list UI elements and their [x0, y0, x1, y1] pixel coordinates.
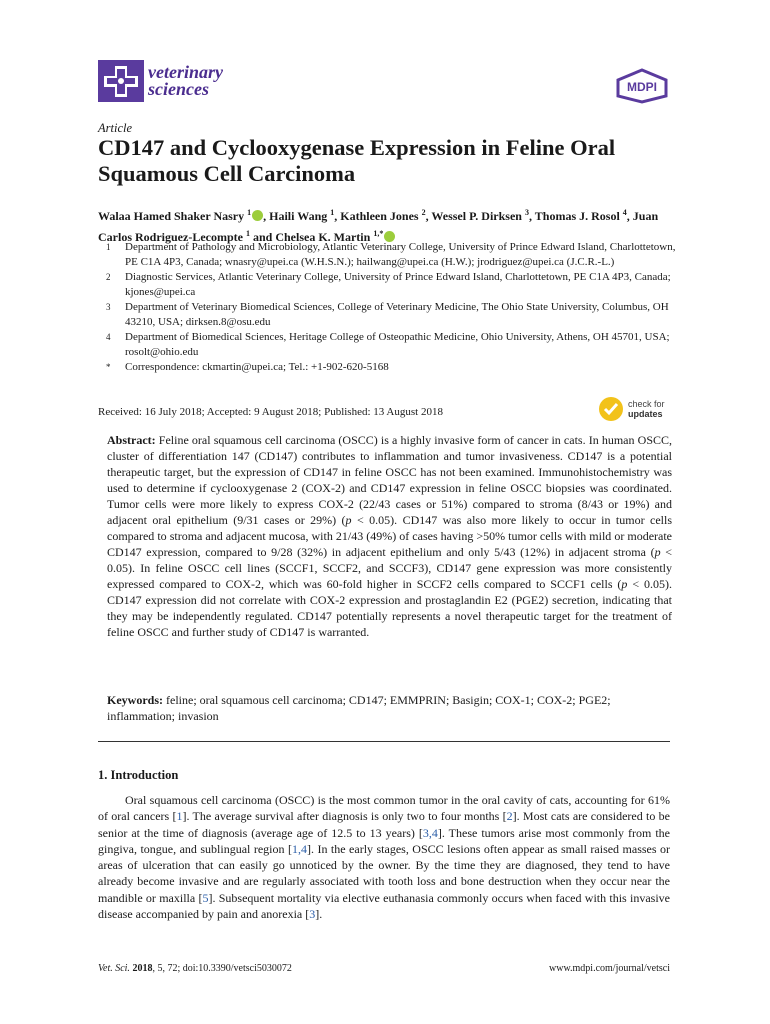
- journal-cross-logo-icon: [98, 60, 144, 102]
- abstract-label: Abstract:: [107, 433, 156, 447]
- affiliation-item: [98, 360, 678, 375]
- author-separator: ,: [334, 209, 341, 223]
- author-affiliation-marker: 1,*: [373, 229, 384, 238]
- journal-name-line2: sciences: [148, 79, 209, 99]
- introduction-paragraph: [98, 792, 670, 922]
- abstract-text-2: < 0.05). CD147 was also more likely to occur in tumor cells compared to stroma and adjacent mucosa, with 21/43 (49%) of cases having >50% tumor cells with mild or moderate CD147 expression, compared to 9/28 (32%) in adjacent epithelium and only 5/43 (12%) in adjacent stroma (: [107, 513, 672, 559]
- author-name: Thomas J. Rosol: [534, 209, 620, 223]
- author-affiliation-marker: 3: [524, 208, 529, 217]
- journal-name: [148, 64, 223, 98]
- affiliation-number: 1: [106, 242, 111, 252]
- affiliation-text: Department of Pathology and Microbiology, Atlantic Veterinary College, University of Prince Edward Island, Charlottetown, PE C1A 4P3, Canada; wnasry@upei.ca (W.H.S.N.); hailwang@upei.ca (H.W.); jrodriguez@upei.ca (J.C.R.-L.): [125, 241, 676, 268]
- affiliation-item: [98, 300, 678, 330]
- journal-name-line1: veterinary: [148, 62, 223, 82]
- citation-link[interactable]: 1,4: [291, 841, 307, 856]
- abstract-p-symbol-3: p: [621, 577, 628, 591]
- author-separator: ,: [528, 209, 535, 223]
- citation-link[interactable]: 3: [309, 907, 316, 922]
- affiliation-text: Diagnostic Services, Atlantic Veterinary College, University of Prince Edward Island, Charlottetown, PE C1A 4P3, Canada; kjones@upei.ca: [125, 271, 671, 298]
- author-name: Haili Wang: [269, 209, 328, 223]
- check-updates-text: [628, 399, 665, 419]
- affiliation-text: Department of Veterinary Biomedical Sciences, College of Veterinary Medicine, The Ohio State University, Columbus, OH 43210, USA; dirksen.8@osu.edu: [125, 301, 669, 328]
- abstract-p-symbol-2: p: [654, 545, 661, 559]
- intro-text: ]. The average survival after diagnosis is only two to four months [: [182, 809, 507, 824]
- author-affiliation-marker: 1: [330, 208, 335, 217]
- intro-text: Oral squamous cell carcinoma (OSCC) is the most common tumor in the oral cavity of cats, accounting for 61% of oral cancers [: [98, 793, 670, 824]
- footer-journal-url[interactable]: www.mdpi.com/journal/vetsci: [549, 963, 670, 974]
- citation-link[interactable]: 2: [506, 809, 513, 824]
- footer-journal-abbrev: Vet. Sci.: [98, 963, 130, 974]
- intro-text: ]. Subsequent mortality via elective euthanasia commonly occurs when faced with this invasive disease accompanied by pain and anorexia [: [98, 890, 670, 922]
- affiliation-text: Correspondence: ckmartin@upei.ca; Tel.: +1-902-620-5168: [125, 361, 389, 373]
- author-name: Juan Carlos Rodriguez-Lecompte: [98, 209, 659, 244]
- footer-volume-doi: , 5, 72; doi:10.3390/vetsci5030072: [152, 963, 292, 974]
- affiliation-number: 3: [106, 302, 111, 312]
- citation-link[interactable]: 3,4: [422, 825, 438, 840]
- author-name: Kathleen Jones: [340, 209, 419, 223]
- article-type: Article: [98, 121, 133, 135]
- author-affiliation-marker: 2: [421, 208, 426, 217]
- citation-link[interactable]: 1: [176, 809, 183, 824]
- author[interactable]: [535, 209, 627, 223]
- check-updates-line2: updates: [628, 409, 663, 419]
- author[interactable]: [431, 209, 529, 223]
- intro-text: ]. Most cats are considered to be senior at the time of diagnosis (average age of 12.5 to 13 years) [: [98, 809, 670, 840]
- author-affiliation-marker: 4: [622, 208, 627, 217]
- affiliation-text: Department of Biomedical Sciences, Heritage College of Osteopathic Medicine, Ohio University, Athens, OH 45701, USA; rosolt@ohio.edu: [125, 331, 670, 358]
- author[interactable]: [269, 209, 334, 223]
- intro-text: ]. In the early stages, OSCC lesions often appear as small raised masses or areas of ulceration that can easily go unnoticed by the owner. By the time they are diagnosed, they tend to have already become invasive and are regularly associated with tooth loss and bone destruction when they occur near the mandible or maxilla [: [98, 841, 670, 905]
- check-for-updates-badge[interactable]: [598, 396, 665, 422]
- publication-dates: Received: 16 July 2018; Accepted: 9 August 2018; Published: 13 August 2018: [98, 406, 443, 418]
- author-separator: and: [249, 230, 276, 244]
- author-affiliation-marker: 1: [245, 229, 250, 238]
- footer-year: 2018: [132, 963, 153, 974]
- author-separator: ,: [425, 209, 432, 223]
- affiliation-item: [98, 270, 678, 300]
- author-separator: ,: [626, 209, 633, 223]
- orcid-icon[interactable]: [252, 210, 263, 221]
- affiliation-number: 2: [106, 272, 111, 282]
- keywords: [107, 692, 672, 724]
- keywords-label: Keywords:: [107, 693, 163, 707]
- abstract-p-symbol-1: p: [345, 513, 352, 527]
- article-title: CD147 and Cyclooxygenase Expression in Feline Oral Squamous Cell Carcinoma: [98, 135, 616, 186]
- affiliation-item: [98, 240, 678, 270]
- author[interactable]: [98, 209, 263, 223]
- author[interactable]: [340, 209, 425, 223]
- intro-text: ]. These tumors arise most commonly from the gingiva, tongue, and sublingual region [: [98, 825, 670, 856]
- citation-link[interactable]: 5: [202, 890, 209, 905]
- author-name: Chelsea K. Martin: [275, 230, 371, 244]
- abstract-text-1: Feline oral squamous cell carcinoma (OSCC) is a highly invasive form of cancer in cats. In human OSCC, cluster of differentiation 147 (CD147) contributes to inflammation and tumor invasiveness. CD147 is a potential therapeutic target, but the expression of CD147 in feline OSCC has not been examined. Immunohistochemistry was used to determine if cyclooxygenase 2 (COX-2) and CD147 expression in feline OSCC biopsies was coordinated. Tumor cells were more likely to express COX-2 (22/43 cases or 51%) compared to stroma (8/43 or 19%) and adjacent oral epithelium (9/31 cases or 29%) (: [107, 433, 672, 527]
- keywords-text: feline; oral squamous cell carcinoma; CD147; EMMPRIN; Basigin; COX-1; COX-2; PGE2; inflammation; invasion: [107, 693, 611, 723]
- abstract: [107, 432, 672, 640]
- affiliation-item: [98, 330, 678, 360]
- affiliation-number: *: [106, 362, 111, 372]
- author-name: Walaa Hamed Shaker Nasry: [98, 209, 245, 223]
- check-updates-icon: [598, 396, 624, 422]
- affiliations: [98, 240, 678, 375]
- footer-citation: [98, 963, 292, 974]
- section-heading: 1. Introduction: [98, 768, 179, 782]
- divider: [98, 741, 670, 742]
- author-name: Wessel P. Dirksen: [431, 209, 522, 223]
- author-affiliation-marker: 1: [247, 208, 252, 217]
- affiliation-number: 4: [106, 332, 111, 342]
- mdpi-logo-icon[interactable]: [614, 68, 670, 104]
- journal-logo[interactable]: [98, 60, 223, 102]
- check-updates-line1: check for: [628, 399, 665, 409]
- author-separator: ,: [263, 209, 270, 223]
- intro-text: ].: [315, 907, 323, 922]
- mdpi-logo-text: MDPI: [627, 80, 657, 94]
- abstract-text-3: < 0.05). In feline OSCC cell lines (SCCF1, SCCF2, and SCCF3), CD147 gene expression was more consistently expressed compared to COX-2, which was 60-fold higher in SCCF2 cells compared to SCCF1 cells (: [107, 545, 672, 591]
- abstract-text-4: < 0.05). CD147 expression did not correlate with COX-2 expression and prostaglandin E2 (PGE2) secretion, indicating that they may be independently regulated. CD147 potentially represents a novel therapeutic target for the treatment of feline OSCC and further study of CD147 is warranted.: [107, 577, 672, 639]
